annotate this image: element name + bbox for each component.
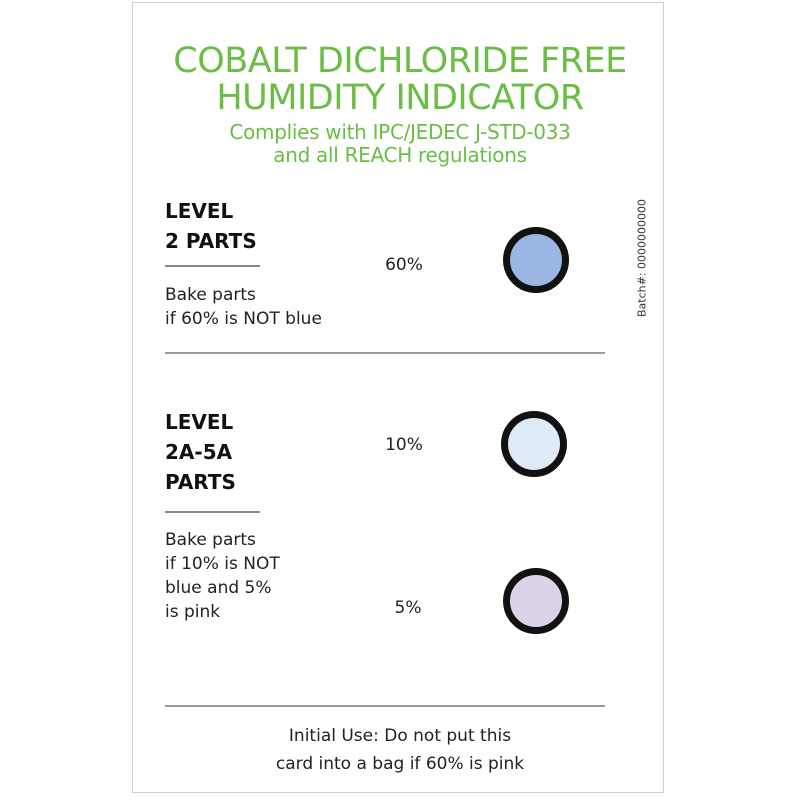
initial-use-line2: card into a bag if 60% is pink bbox=[275, 754, 525, 774]
initial-use-note bbox=[0, 722, 800, 778]
level2a-instruction bbox=[165, 528, 280, 624]
indicator-60-label: 60% bbox=[385, 255, 423, 275]
level2a-heading bbox=[165, 407, 236, 497]
level2-instruction-line2: if 60% is NOT blue bbox=[165, 309, 322, 329]
level2a-heading-line3: PARTS bbox=[165, 470, 236, 494]
level2-instruction-line1: Bake parts bbox=[165, 285, 256, 305]
level2-heading bbox=[165, 196, 257, 256]
indicator-10-label: 10% bbox=[385, 435, 423, 455]
indicator-10-spot bbox=[501, 411, 567, 477]
section-divider bbox=[165, 352, 605, 354]
level2-heading-line2: 2 PARTS bbox=[165, 229, 257, 253]
level2a-heading-line2: 2A-5A bbox=[165, 440, 233, 464]
level2-instruction bbox=[165, 283, 322, 331]
level2a-instruction-line1: Bake parts bbox=[165, 530, 256, 550]
level2-heading-line1: LEVEL bbox=[165, 199, 234, 223]
footer-divider bbox=[165, 705, 605, 707]
level2a-instruction-line4: is pink bbox=[165, 602, 221, 622]
card-title-line1: COBALT DICHLORIDE FREE bbox=[173, 41, 627, 81]
card-title-line2: HUMIDITY INDICATOR bbox=[216, 78, 584, 118]
compliance-line2: and all REACH regulations bbox=[273, 143, 527, 167]
initial-use-line1: Initial Use: Do not put this bbox=[288, 726, 512, 746]
level2-divider bbox=[165, 265, 260, 267]
batch-number: Batch#: 0000000000 bbox=[635, 198, 649, 318]
level2a-instruction-line3: blue and 5% bbox=[165, 578, 272, 598]
level2a-divider bbox=[165, 511, 260, 513]
indicator-5-label: 5% bbox=[394, 598, 422, 618]
level2a-heading-line1: LEVEL bbox=[165, 410, 234, 434]
indicator-60-spot bbox=[503, 227, 569, 293]
indicator-5-spot bbox=[503, 568, 569, 634]
level2a-instruction-line2: if 10% is NOT bbox=[165, 554, 280, 574]
compliance-line1: Complies with IPC/JEDEC J-STD-033 bbox=[229, 120, 571, 144]
